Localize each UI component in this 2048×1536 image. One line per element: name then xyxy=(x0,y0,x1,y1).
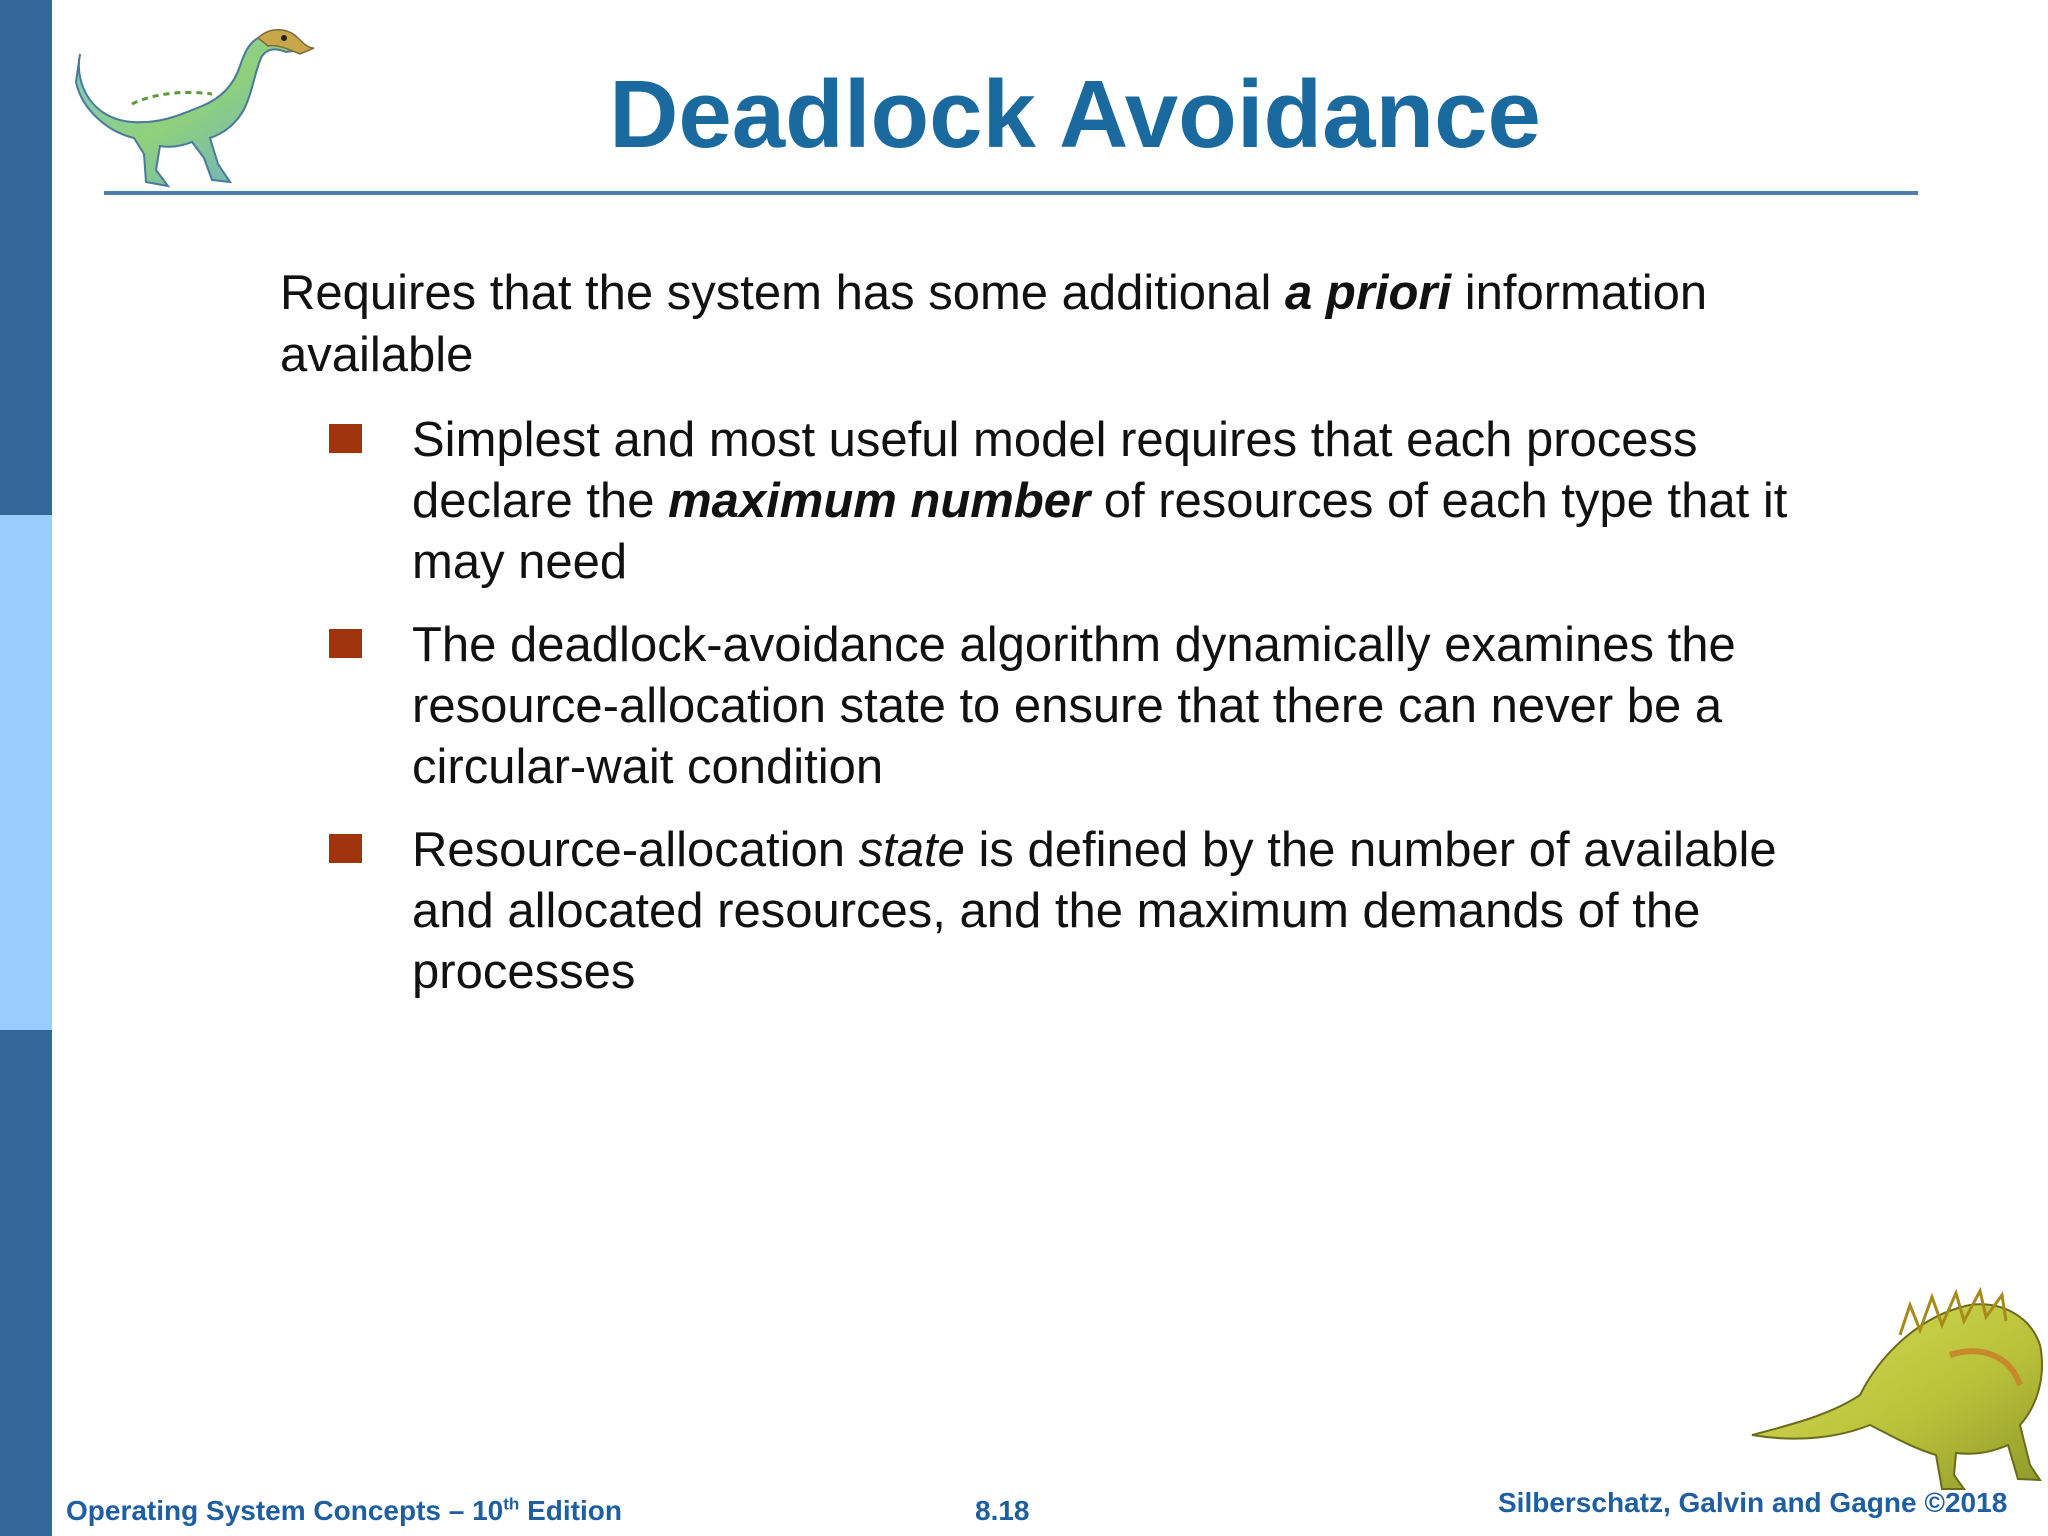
square-bullet-icon xyxy=(329,834,362,863)
intro-emphasis: a priori xyxy=(1285,266,1452,320)
bullet-emphasis: maximum number xyxy=(668,474,1091,528)
slide-body xyxy=(280,262,1800,1025)
bullet-emphasis: state xyxy=(858,823,965,877)
footer-copyright: Silberschatz, Galvin and Gagne ©2018 xyxy=(1498,1487,2008,1518)
left-stripe-top xyxy=(0,0,52,515)
intro-paragraph xyxy=(280,262,1800,386)
footer-book-title-text: Operating System Concepts – 10 xyxy=(66,1495,504,1526)
slide-title: Deadlock Avoidance xyxy=(609,61,1541,168)
bullet-text: Resource-allocation xyxy=(412,823,859,877)
list-item xyxy=(280,410,1800,593)
list-item xyxy=(280,615,1800,798)
title-underline xyxy=(104,191,1918,195)
footer-edition-word: Edition xyxy=(519,1495,622,1526)
intro-text-end: information available xyxy=(280,266,1708,382)
bullet-list xyxy=(280,410,1800,1003)
bullet-text: The deadlock-avoidance algorithm dynamically examines the resource-allocation state to ensure that there can never be a circular-wait condition xyxy=(412,618,1736,794)
square-bullet-icon xyxy=(329,424,362,453)
list-item xyxy=(280,820,1800,1003)
intro-text: Requires that the system has some additional xyxy=(280,266,1286,320)
square-bullet-icon xyxy=(329,629,362,658)
left-stripe-bottom xyxy=(0,1030,52,1536)
footer-edition-superscript: th xyxy=(503,1494,520,1514)
bullet-text-end: is defined by the number of available and allocated resources, and the maximum demands of the processes xyxy=(412,823,1777,999)
footer-book-title xyxy=(66,1495,622,1527)
bullet-text: Simplest and most useful model requires that each process declare the xyxy=(412,413,1698,528)
dinosaur-icon xyxy=(1750,1275,2045,1500)
dinosaur-icon xyxy=(72,14,322,194)
bullet-text-end: of resources of each type that it may need xyxy=(412,474,1788,589)
page-number: 8.18 xyxy=(975,1495,1030,1526)
left-stripe-middle xyxy=(0,515,52,1030)
